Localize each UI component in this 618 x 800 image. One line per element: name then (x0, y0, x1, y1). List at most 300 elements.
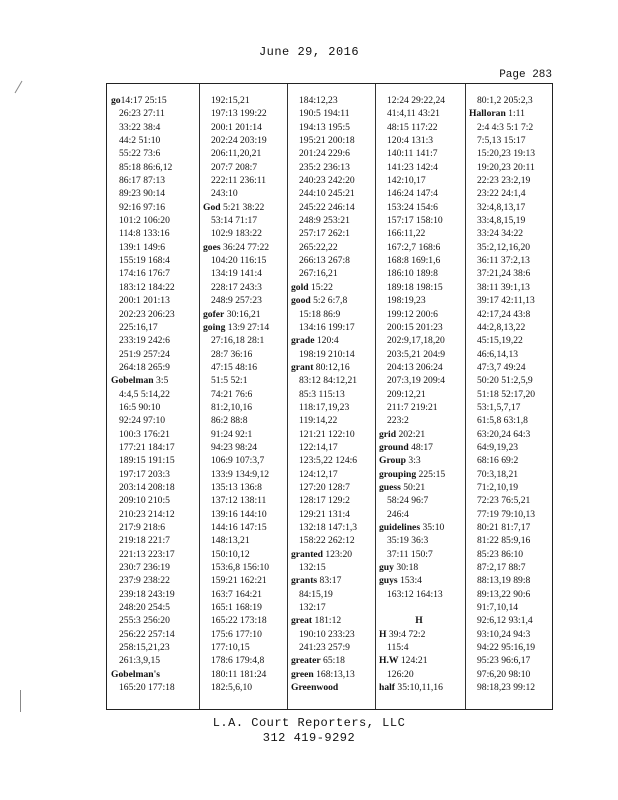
index-entry (111, 441, 175, 454)
index-references: 163:7 164:21 (211, 588, 262, 600)
index-references: 33:22 38:4 (119, 121, 161, 133)
index-entry (379, 534, 459, 547)
index-references: 192:15,21 (211, 95, 250, 106)
index-references: 207:3,19 209:4 (387, 375, 446, 387)
index-references: 142:10,17 (387, 175, 426, 187)
index-references: 248:9 257:23 (211, 295, 262, 307)
index-references: 159:21 162:21 (211, 575, 267, 587)
index-entry (379, 201, 459, 214)
index-references: 168:13,13 (313, 668, 355, 680)
index-references: 15:18 86:9 (299, 308, 341, 320)
index-term: granted (291, 548, 323, 560)
index-entry (379, 321, 459, 334)
index-references: 129:21 131:4 (299, 508, 350, 520)
index-entry (291, 561, 357, 574)
index-entry (379, 174, 459, 187)
index-entry (111, 267, 175, 280)
index-references: 144:16 147:15 (211, 522, 267, 533)
index-term: Gobelman (111, 375, 154, 387)
index-references: 28:7 36:16 (211, 348, 253, 360)
index-entry (111, 468, 175, 481)
index-references: 245:22 246:14 (299, 201, 355, 213)
index-references: 7:5,13 15:17 (477, 135, 526, 147)
index-entry (111, 628, 175, 641)
index-entry (203, 147, 269, 160)
index-references: 16:5 90:10 (119, 401, 161, 413)
index-entry (469, 254, 535, 267)
index-references: 14:17 25:15 (120, 95, 167, 106)
index-entry (379, 227, 459, 240)
index-entry (111, 521, 175, 534)
index-entry (203, 548, 269, 561)
column-divider (465, 84, 466, 709)
index-references: 237:9 238:22 (119, 575, 170, 587)
index-entry (111, 174, 175, 187)
index-references: 39:17 42:11,13 (477, 295, 535, 307)
index-references: 155:19 168:4 (119, 255, 170, 267)
index-entry (291, 187, 357, 200)
index-entry (203, 401, 269, 414)
index-entry (379, 374, 459, 387)
index-references: 35:2,12,16,20 (477, 241, 531, 253)
index-references: 32:4,8,13,17 (477, 201, 526, 213)
scan-mark (15, 81, 23, 94)
word-index-table (106, 83, 553, 710)
index-references: 97:6,20 98:10 (477, 668, 531, 680)
index-references: 70:3,18,21 (477, 468, 519, 480)
index-references: 206:11,20,21 (211, 148, 262, 160)
index-entry (379, 588, 459, 601)
index-term: great (291, 615, 313, 627)
index-references: 92:16 97:16 (119, 201, 166, 213)
index-references: 44:2 51:10 (119, 135, 161, 147)
index-term: H (415, 615, 423, 627)
page-date: June 29, 2016 (258, 45, 360, 59)
index-references: 50:20 51:2,5,9 (477, 375, 533, 387)
index-references: 137:12 138:11 (211, 495, 267, 507)
index-entry (379, 187, 459, 200)
index-references: 123:5,22 124:6 (299, 455, 358, 467)
index-references: 80:1,2 205:2,3 (477, 95, 533, 106)
index-entry (469, 187, 535, 200)
index-references: 167:2,7 168:6 (387, 241, 441, 253)
index-entry (203, 334, 269, 347)
index-entry (379, 401, 459, 414)
index-references: 190:5 194:11 (299, 108, 350, 120)
index-references: 1:11 (505, 108, 525, 120)
index-entry (469, 174, 535, 187)
index-entry (203, 227, 269, 240)
index-entry (379, 641, 459, 654)
index-references: 86:2 88:8 (211, 415, 248, 427)
index-references: 37:21,24 38:6 (477, 268, 531, 280)
index-term: grade (291, 335, 315, 347)
index-term: guys (379, 575, 398, 587)
index-entry (111, 121, 175, 134)
index-references: 209:10 210:5 (119, 495, 170, 507)
index-entry (111, 428, 175, 441)
index-references: 257:17 262:1 (299, 228, 350, 240)
index-references: 200:1 201:13 (119, 295, 170, 307)
index-entry (111, 548, 175, 561)
index-references: 89:13,22 90:6 (477, 588, 531, 600)
index-entry (469, 214, 535, 227)
index-entry (469, 267, 535, 280)
index-entry (379, 521, 459, 534)
index-references: 121:21 122:10 (299, 428, 355, 440)
index-references: 36:11 37:2,13 (477, 255, 530, 267)
index-entry (291, 281, 357, 294)
index-entry (291, 214, 357, 227)
index-entry (291, 454, 357, 467)
index-references: 198:19,23 (387, 295, 426, 307)
index-entry (203, 574, 269, 587)
index-entry (111, 134, 175, 147)
index-references: 37:11 150:7 (387, 548, 433, 560)
index-entry (469, 574, 535, 587)
index-term: grid (379, 428, 397, 440)
index-entry (469, 161, 535, 174)
index-entry (291, 508, 357, 521)
index-entry (291, 441, 357, 454)
index-entry (469, 441, 535, 454)
index-entry (379, 428, 459, 441)
index-entry (111, 561, 175, 574)
index-entry (291, 534, 357, 547)
index-entry (379, 414, 459, 427)
index-entry (291, 521, 357, 534)
index-entry (469, 534, 535, 547)
index-references: 127:20 128:7 (299, 481, 350, 493)
index-entry (203, 508, 269, 521)
index-references: 35:10,11,16 (395, 682, 443, 694)
index-entry (469, 628, 535, 641)
index-term: H.W (379, 655, 399, 667)
index-entry (469, 468, 535, 481)
index-references: 15:20,23 19:13 (477, 148, 536, 160)
column-divider (287, 84, 288, 709)
index-entry (469, 681, 535, 694)
index-entry (291, 574, 357, 587)
index-references: 64:9,19,23 (477, 441, 519, 453)
index-entry (379, 601, 459, 614)
index-references: 261:3,9,15 (119, 655, 161, 667)
index-references: 94:23 98:24 (211, 441, 258, 453)
index-entry (111, 401, 175, 414)
index-entry (469, 614, 535, 627)
index-references: 72:23 76:5,21 (477, 495, 531, 507)
index-term: half (379, 682, 395, 694)
index-references: 266:13 267:8 (299, 255, 350, 267)
index-entry (203, 441, 269, 454)
index-references: 55:22 73:6 (119, 148, 161, 160)
index-entry (203, 267, 269, 280)
index-entry (379, 94, 459, 107)
index-references: 183:12 184:22 (119, 281, 175, 293)
index-entry (379, 161, 459, 174)
index-references: 148:13,21 (211, 535, 250, 547)
index-references: 3:5 (153, 375, 169, 387)
index-references: 93:10,24 94:3 (477, 628, 531, 640)
index-references: 134:16 199:17 (299, 321, 355, 333)
index-entry (379, 441, 459, 454)
index-term: grant (291, 361, 314, 373)
index-entry (111, 414, 175, 427)
index-entry (111, 681, 175, 694)
index-references: 165:22 173:18 (211, 615, 267, 627)
index-references: 92:24 97:10 (119, 415, 166, 427)
index-entry (291, 308, 357, 321)
index-references: 122:14,17 (299, 441, 338, 453)
index-references: 101:2 106:20 (119, 215, 170, 227)
index-entry (203, 654, 269, 667)
index-references: 58:24 96:7 (387, 495, 429, 507)
index-entry (291, 388, 357, 401)
index-entry (469, 454, 535, 467)
index-term: Halloran (469, 108, 506, 120)
index-entry (203, 414, 269, 427)
index-references: 233:19 242:6 (119, 335, 170, 347)
index-references: 265:22,22 (299, 241, 338, 253)
index-entry (291, 107, 357, 120)
index-term: grants (291, 575, 318, 587)
index-term: goes (203, 241, 221, 253)
index-references: 33:4,8,15,19 (477, 215, 526, 227)
index-references: 248:20 254:5 (119, 602, 170, 614)
index-references: 223:2 (387, 415, 409, 427)
index-references: 132:18 147:1,3 (299, 522, 358, 533)
index-entry (111, 201, 175, 214)
index-references: 240:23 242:20 (299, 175, 355, 187)
index-entry (291, 588, 357, 601)
index-entry (291, 174, 357, 187)
index-entry (379, 481, 459, 494)
index-references: 174:16 176:7 (119, 268, 170, 280)
index-term: go (111, 95, 121, 106)
index-references: 165:20 177:18 (119, 682, 175, 694)
index-references: 119:14,22 (299, 415, 338, 427)
index-entry (203, 681, 269, 694)
index-references: 3:3 (406, 455, 421, 467)
index-references: 84:15,19 (299, 588, 333, 600)
index-references: 68:16 69:2 (477, 455, 519, 467)
index-references: 230:7 236:19 (119, 562, 170, 574)
index-entry (291, 401, 357, 414)
index-references: 153:4 (397, 575, 422, 587)
index-entry (203, 361, 269, 374)
index-references: 118:17,19,23 (299, 401, 350, 413)
index-entry (111, 361, 175, 374)
index-references: 190:10 233:23 (299, 628, 355, 640)
index-references: 198:19 210:14 (299, 348, 355, 360)
index-entry (469, 641, 535, 654)
index-references: 23:22 24:1,4 (477, 188, 526, 200)
index-entry (291, 641, 357, 654)
index-references: 153:6,8 156:10 (211, 562, 270, 574)
index-references: 243:10 (211, 188, 238, 200)
index-references: 95:23 96:6,17 (477, 655, 531, 667)
index-references: 42:17,24 43:8 (477, 308, 531, 320)
index-references: 225:15 (416, 468, 446, 480)
index-entry (469, 654, 535, 667)
index-entry (379, 561, 459, 574)
index-entry (469, 388, 535, 401)
index-entry (111, 588, 175, 601)
index-references: 264:18 265:9 (119, 361, 170, 373)
index-entry (291, 668, 357, 681)
index-entry (379, 241, 459, 254)
index-entry (291, 241, 357, 254)
index-references: 85:3 115:13 (299, 388, 345, 400)
index-entry (291, 628, 357, 641)
index-references: 267:16,21 (299, 268, 338, 280)
index-entry (379, 121, 459, 134)
index-references: 178:6 179:4,8 (211, 655, 265, 667)
index-entry (203, 348, 269, 361)
index-references: 48:15 117:22 (387, 121, 438, 133)
index-references: 15:22 (308, 281, 333, 293)
index-term: ground (379, 441, 409, 453)
index-references: 27:16,18 28:1 (211, 335, 265, 347)
index-references: 200:1 201:14 (211, 121, 262, 133)
index-references: 222:11 236:11 (211, 175, 266, 187)
index-entry (379, 294, 459, 307)
index-references: 4:4,5 5:14,22 (119, 388, 170, 400)
index-references: 102:9 183:22 (211, 228, 262, 240)
index-references: 53:14 71:17 (211, 215, 258, 227)
index-entry (379, 628, 459, 641)
index-references: 197:13 199:22 (211, 108, 267, 120)
index-references: 80:12,16 (313, 361, 350, 373)
index-column-2 (203, 94, 269, 694)
index-entry (469, 521, 535, 534)
index-references: 207:7 208:7 (211, 161, 258, 173)
index-entry (203, 241, 269, 254)
index-entry (291, 147, 357, 160)
index-entry (469, 294, 535, 307)
index-references: 219:18 221:7 (119, 535, 170, 547)
index-references: 186:10 189:8 (387, 268, 438, 280)
index-references: 85:23 86:10 (477, 548, 524, 560)
index-entry (469, 601, 535, 614)
index-references: 203:14 208:18 (119, 481, 175, 493)
index-entry (203, 668, 269, 681)
index-references: 180:11 181:24 (211, 668, 267, 680)
index-references: 120:4 131:3 (387, 135, 434, 147)
index-entry (291, 414, 357, 427)
index-entry (379, 281, 459, 294)
index-entry (203, 454, 269, 467)
index-entry (203, 521, 269, 534)
index-references: 94:22 95:16,19 (477, 642, 536, 654)
index-entry (111, 214, 175, 227)
index-entry (379, 147, 459, 160)
index-references: 255:3 256:20 (119, 615, 170, 627)
index-entry (111, 308, 175, 321)
index-references: 50:21 (400, 481, 426, 493)
index-entry (291, 481, 357, 494)
index-references: 91:24 92:1 (211, 428, 253, 440)
index-term: greater (291, 655, 321, 667)
index-entry (291, 654, 357, 667)
index-term: gofer (203, 308, 225, 320)
index-references: 89:23 90:14 (119, 188, 166, 200)
index-entry (203, 187, 269, 200)
index-references: 165:1 168:19 (211, 602, 262, 614)
index-references: 202:23 206:23 (119, 308, 175, 320)
index-entry (469, 308, 535, 321)
index-entry (111, 481, 175, 494)
index-entry (379, 454, 459, 467)
index-entry (203, 561, 269, 574)
index-references: 83:12 84:12,21 (299, 375, 358, 387)
index-references: 184:12,23 (299, 95, 338, 106)
index-references: 199:12 200:6 (387, 308, 438, 320)
index-term: Greenwood (291, 682, 339, 694)
index-entry (203, 601, 269, 614)
index-entry (291, 267, 357, 280)
index-references: 35:19 36:3 (387, 535, 429, 547)
index-entry (469, 508, 535, 521)
index-entry (291, 334, 357, 347)
index-entry (469, 134, 535, 147)
index-references: 33:24 34:22 (477, 228, 524, 240)
index-entry (111, 294, 175, 307)
column-divider (199, 84, 200, 709)
index-references: 132:15 (299, 562, 326, 574)
index-references: 115:4 (387, 642, 409, 654)
index-entry (291, 601, 357, 614)
index-entry (469, 668, 535, 681)
index-entry (291, 494, 357, 507)
index-references: 157:17 158:10 (387, 215, 443, 227)
index-entry (379, 308, 459, 321)
index-entry (379, 267, 459, 280)
index-references: 45:15,19,22 (477, 335, 523, 347)
index-entry (203, 481, 269, 494)
index-references: 248:9 253:21 (299, 215, 350, 227)
index-references: 181:12 (312, 615, 342, 627)
index-entry (379, 548, 459, 561)
index-entry (379, 508, 459, 521)
index-entry (291, 614, 357, 627)
index-entry (203, 281, 269, 294)
index-entry (203, 628, 269, 641)
index-term: guess (379, 481, 401, 493)
index-references: 225:16,17 (119, 321, 158, 333)
index-references: 177:10,15 (211, 642, 250, 654)
index-references: 106:9 107:3,7 (211, 455, 265, 467)
index-entry (291, 294, 357, 307)
index-references: 124:12,17 (299, 468, 338, 480)
index-references: 123:20 (322, 548, 353, 560)
index-entry (469, 561, 535, 574)
page-number: Page 283 (499, 69, 552, 81)
index-entry (111, 641, 175, 654)
index-entry (111, 161, 175, 174)
index-references: 48:17 (408, 441, 433, 453)
index-references: 251:9 257:24 (119, 348, 170, 360)
index-references: 53:1,5,7,17 (477, 401, 521, 413)
index-references: 202:21 (396, 428, 426, 440)
index-entry (469, 548, 535, 561)
index-references: 30:18 (393, 562, 419, 574)
index-entry (379, 494, 459, 507)
index-entry (379, 348, 459, 361)
index-entry (291, 254, 357, 267)
index-references: 12:24 29:22,24 (387, 95, 446, 106)
index-entry (469, 348, 535, 361)
